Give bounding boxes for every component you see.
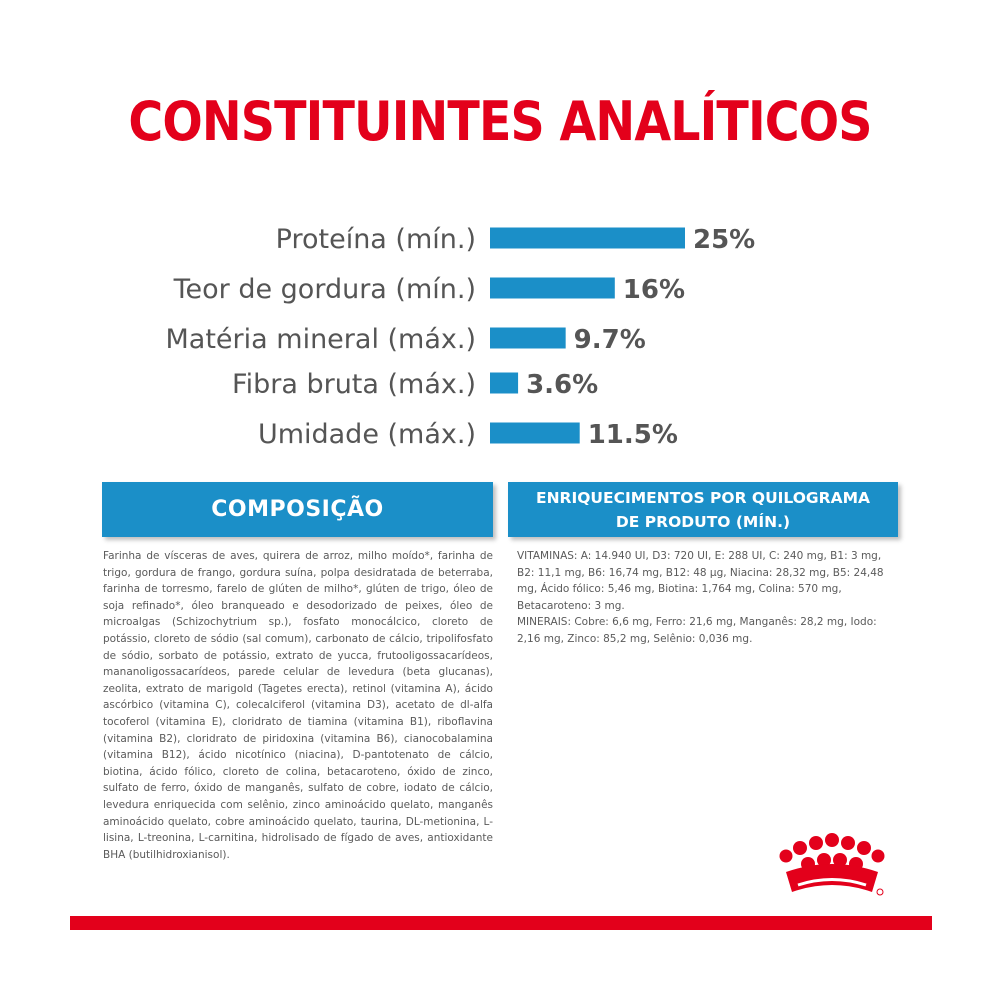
value-label: 9.7% bbox=[573, 325, 646, 355]
enriquecimentos-heading bbox=[508, 482, 898, 537]
category-label: Teor de gordura (mín.) bbox=[173, 274, 476, 305]
enriquecimentos-heading-line1: ENRIQUECIMENTOS POR QUILOGRAMA bbox=[535, 489, 871, 507]
value-label: 3.6% bbox=[526, 370, 599, 400]
value-label: 16% bbox=[622, 275, 686, 305]
bar bbox=[490, 373, 518, 394]
vitaminas-text: VITAMINAS: A: 14.940 UI, D3: 720 UI, E: 288 UI, C: 240 mg, B1: 3 mg, B2: 11,1 mg, B6: 16,74 mg, B12: 48 µg, Niacina: 28,32 mg, B5: 24,48 mg, Ácido fólico: 5,46 mg, Biotina: 1,764 mg, Colina: 570 mg, Betacaroteno: 3 mg. bbox=[517, 550, 884, 612]
value-label: 25% bbox=[693, 225, 756, 255]
nutrient-bar-chart bbox=[0, 210, 1000, 460]
page-title: CONSTITUINTES ANALÍTICOS bbox=[128, 90, 872, 153]
bar bbox=[490, 423, 580, 444]
royal-canin-crown-icon bbox=[776, 830, 888, 900]
category-label: Matéria mineral (máx.) bbox=[165, 324, 476, 355]
minerais-text: MINERAIS: Cobre: 6,6 mg, Ferro: 21,6 mg, Manganês: 28,2 mg, Iodo: 2,16 mg, Zinco: 85,2 mg, Selênio: 0,036 mg. bbox=[517, 616, 877, 645]
value-label: 11.5% bbox=[587, 420, 678, 450]
enriquecimentos-heading-line2: DE PRODUTO (MÍN.) bbox=[615, 513, 791, 531]
bottom-red-bar bbox=[70, 916, 932, 930]
category-label: Umidade (máx.) bbox=[257, 419, 476, 450]
enriquecimentos-text bbox=[517, 548, 893, 648]
category-label: Fibra bruta (máx.) bbox=[232, 369, 476, 400]
bar bbox=[490, 328, 566, 349]
composicao-text: Farinha de vísceras de aves, quirera de arroz, milho moído*, farinha de trigo, gordura de frango, gordura suína, polpa desidratada de beterraba, farinha de torresmo, farelo de glúten de milho*, glúten de trigo, óleo de soja refinado*, óleo branqueado e desodorizado de peixes, óleo de microalgas (Schizochytrium sp.), fosfato monocálcico, cloreto de potássio, cloreto de sódio (sal comum), carbonato de cálcio, tripolifosfato de sódio, sorbato de potássio, extrato de yucca, frutooligossacarídeos, mananoligossacarídeos, parede celular de levedura (beta glucanas), zeolita, extrato de marigold (Tagetes erecta), retinol (vitamina A), ácido ascórbico (vitamina C), colecalciferol (vitamina D3), acetato de dl-alfa tocoferol (vitamina E), cloridrato de tiamina (vitamina B1), riboflavina (vitamina B2), cloridrato de piridoxina (vitamina B6), cianocobalamina (vitamina B12), ácido nicotínico (niacina), D-pantotenato de cálcio, biotina, ácido fólico, cloreto de colina, betacaroteno, óxido de zinco, sulfato de ferro, óxido de manganês, sulfato de cobre, iodato de cálcio, levedura enriquecida com selênio, zinco aminoácido quelato, manganês aminoácido quelato, cobre aminoácido quelato, taurina, DL-metionina, L-lisina, L-treonina, L-carnitina, hidrolisado de fígado de aves, antioxidante BHA (butilhidroxianisol). bbox=[103, 550, 493, 861]
bar bbox=[490, 278, 615, 299]
composicao-heading: COMPOSIÇÃO bbox=[102, 482, 493, 537]
bar bbox=[490, 228, 685, 249]
category-label: Proteína (mín.) bbox=[275, 224, 476, 255]
